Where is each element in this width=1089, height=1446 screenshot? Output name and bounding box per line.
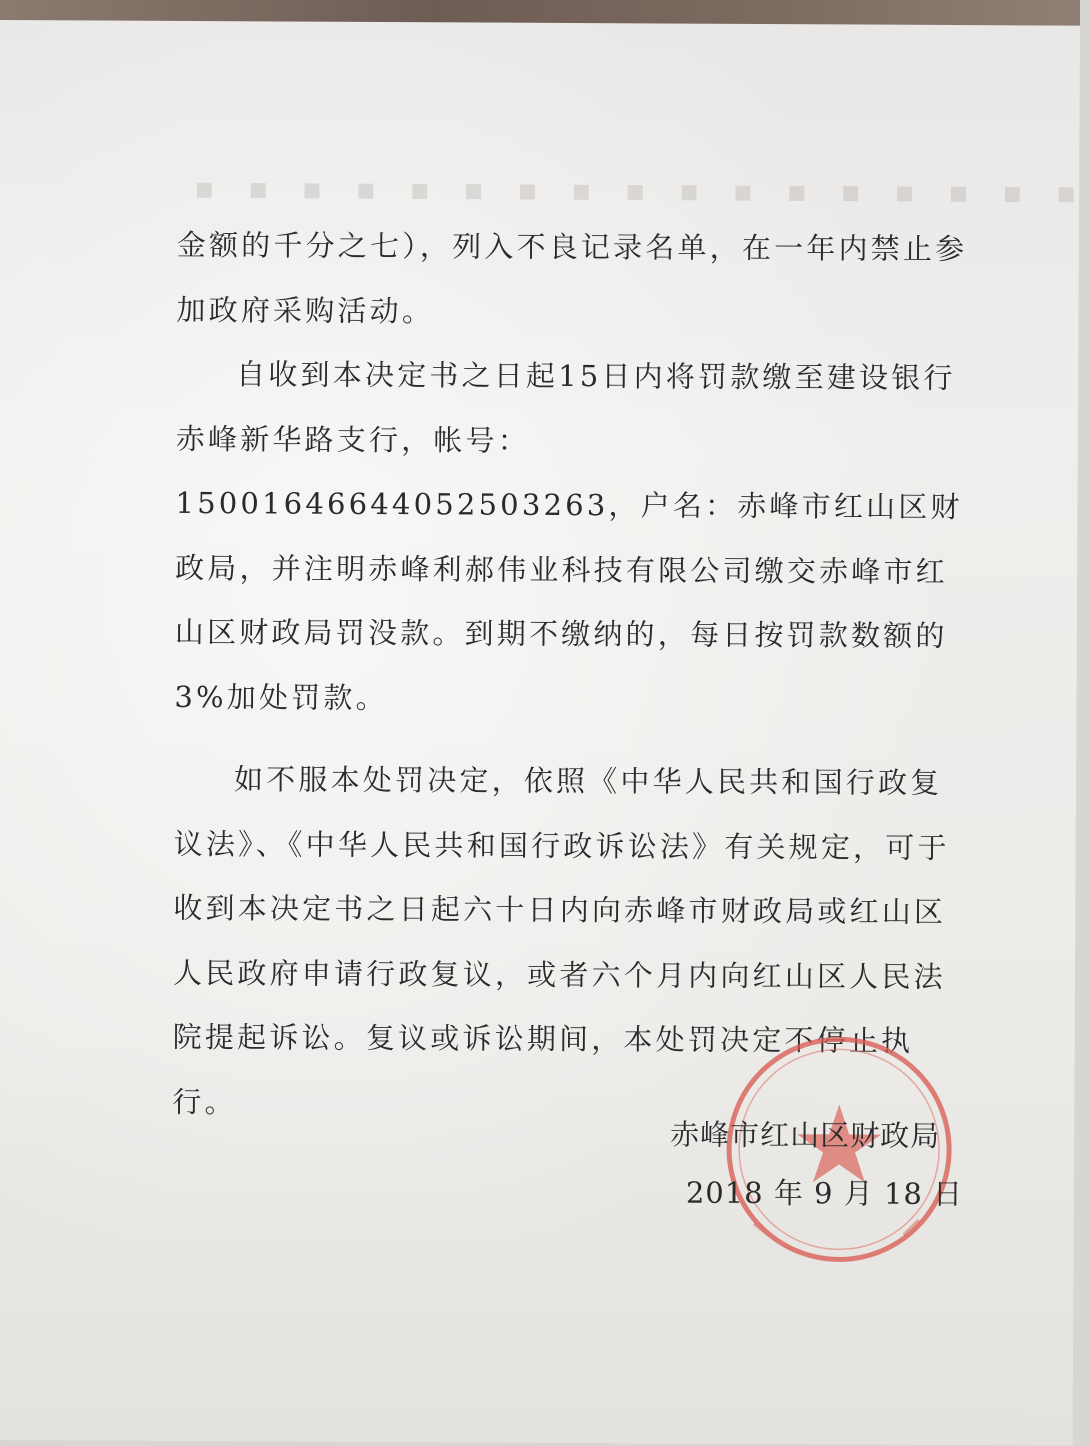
paragraph-appeal: 如不服本处罚决定，依照《中华人民共和国行政复议法》、《中华人民共和国行政诉讼法》有关规定，可于收到本决定书之日起六十日内向赤峰市财政局或红山区人民政府申请行政复议，或者六个月内向红山区人民法院提起诉讼。复议或诉讼期间，本处罚决定不停止执行。 bbox=[172, 762, 950, 1119]
bleed-through-text: ▪ ▪ ▪ ▪ ▪ ▪ ▪ ▪ ▪ ▪ ▪ ▪ ▪ ▪ ▪ ▪ ▪ bbox=[194, 171, 1089, 211]
signature-block bbox=[670, 1106, 964, 1224]
document-body bbox=[172, 213, 977, 1138]
paragraph-blacklist: 金额的千分之七），列入不良记录名单，在一年内禁止参加政府采购活动。 bbox=[176, 227, 968, 328]
issuing-organization: 赤峰市红山区财政局 bbox=[670, 1117, 941, 1153]
paragraph-payment: 自收到本决定书之日起15日内将罚款缴至建设银行赤峰新华路支行，帐号：15001646644052503263，户名：赤峰市红山区财政局，并注明赤峰利郝伟业科技有限公司缴交赤峰市红山区财政局罚没款。到期不缴纳的，每日按罚款数额的3%加处罚款。 bbox=[174, 357, 963, 715]
document-page bbox=[0, 20, 1089, 1446]
issue-date: 2018 年 9 月 18 日 bbox=[685, 1175, 964, 1212]
